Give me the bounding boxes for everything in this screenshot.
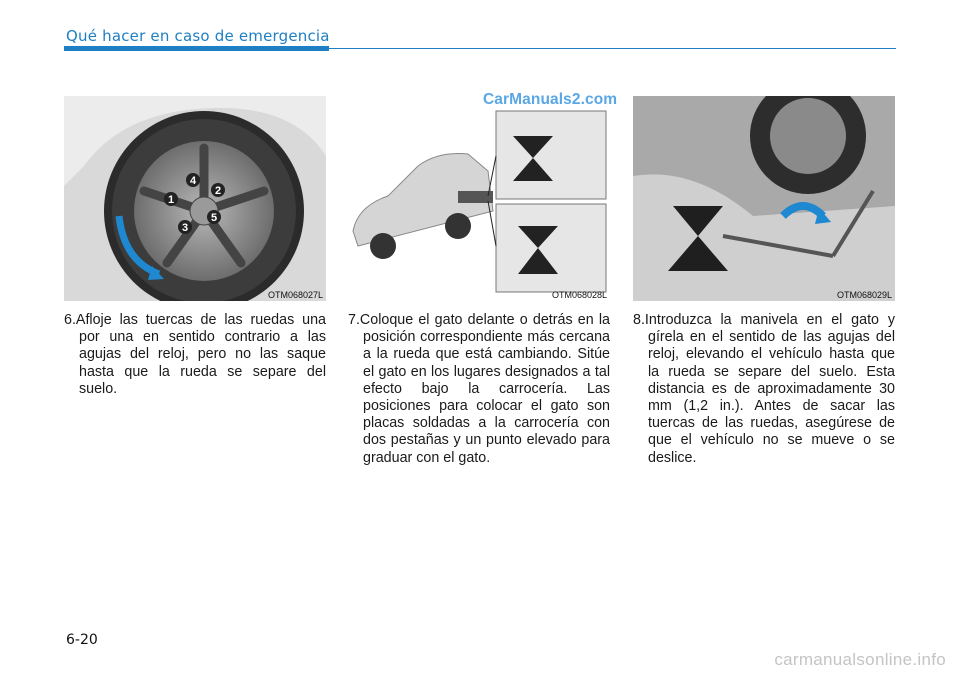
figure-code: OTM068028L bbox=[551, 290, 607, 300]
wheel-number-3: 3 bbox=[181, 222, 189, 234]
section-title-bar bbox=[64, 46, 329, 51]
figure-jack-handle bbox=[633, 96, 895, 301]
watermark-text: CarManuals2.com bbox=[483, 91, 618, 108]
section-title: Qué hacer en caso de emergencia bbox=[66, 27, 330, 45]
step-7-text: 7.Coloque el gato delante o detrás en la posición correspondiente más cercana a la rueda que está cambiando. Sitúe el gato en los lugares designados a tal efecto bajo la carrocería. Las posiciones para colocar el gato son placas soldadas a la carrocería con dos pestañas y un punto elevado para graduar con el gato. bbox=[348, 312, 610, 466]
wheel-number-5: 5 bbox=[210, 212, 218, 224]
step-6 bbox=[64, 312, 326, 398]
step-8-text: 8.Introduzca la manivela en el gato y gírela en el sentido de las agujas del reloj, elevando el vehículo hasta que la rueda se separe del suelo. Esta distancia es de aproximadamente 30 mm (1,2 in.). Antes de sacar las tuercas de las ruedas, asegúrese de que el vehículo no se mueve o se deslice. bbox=[633, 312, 895, 466]
step-8 bbox=[633, 312, 895, 467]
figure-jack-points bbox=[348, 96, 610, 301]
wheel-number-4: 4 bbox=[189, 175, 197, 187]
wheel-illustration bbox=[64, 96, 326, 301]
header-rule bbox=[329, 48, 896, 49]
step-6-text: 6.Afloje las tuercas de las ruedas una por una en sentido contrario a las agujas del reloj, pero no las saque hasta que la rueda se separe del suelo. bbox=[64, 312, 326, 397]
step-7 bbox=[348, 312, 610, 467]
wheel-number-2: 2 bbox=[214, 185, 222, 197]
figure-code: OTM068027L bbox=[267, 290, 323, 300]
figure-code: OTM068029L bbox=[836, 290, 892, 300]
figure-wheel-lug-nuts bbox=[64, 96, 326, 301]
jack-handle-illustration bbox=[633, 96, 895, 301]
car-jack-illustration bbox=[348, 96, 610, 301]
page-number: 6-20 bbox=[66, 632, 98, 648]
footer-watermark: carmanualsonline.info bbox=[774, 650, 946, 669]
wheel-number-1: 1 bbox=[167, 194, 175, 206]
